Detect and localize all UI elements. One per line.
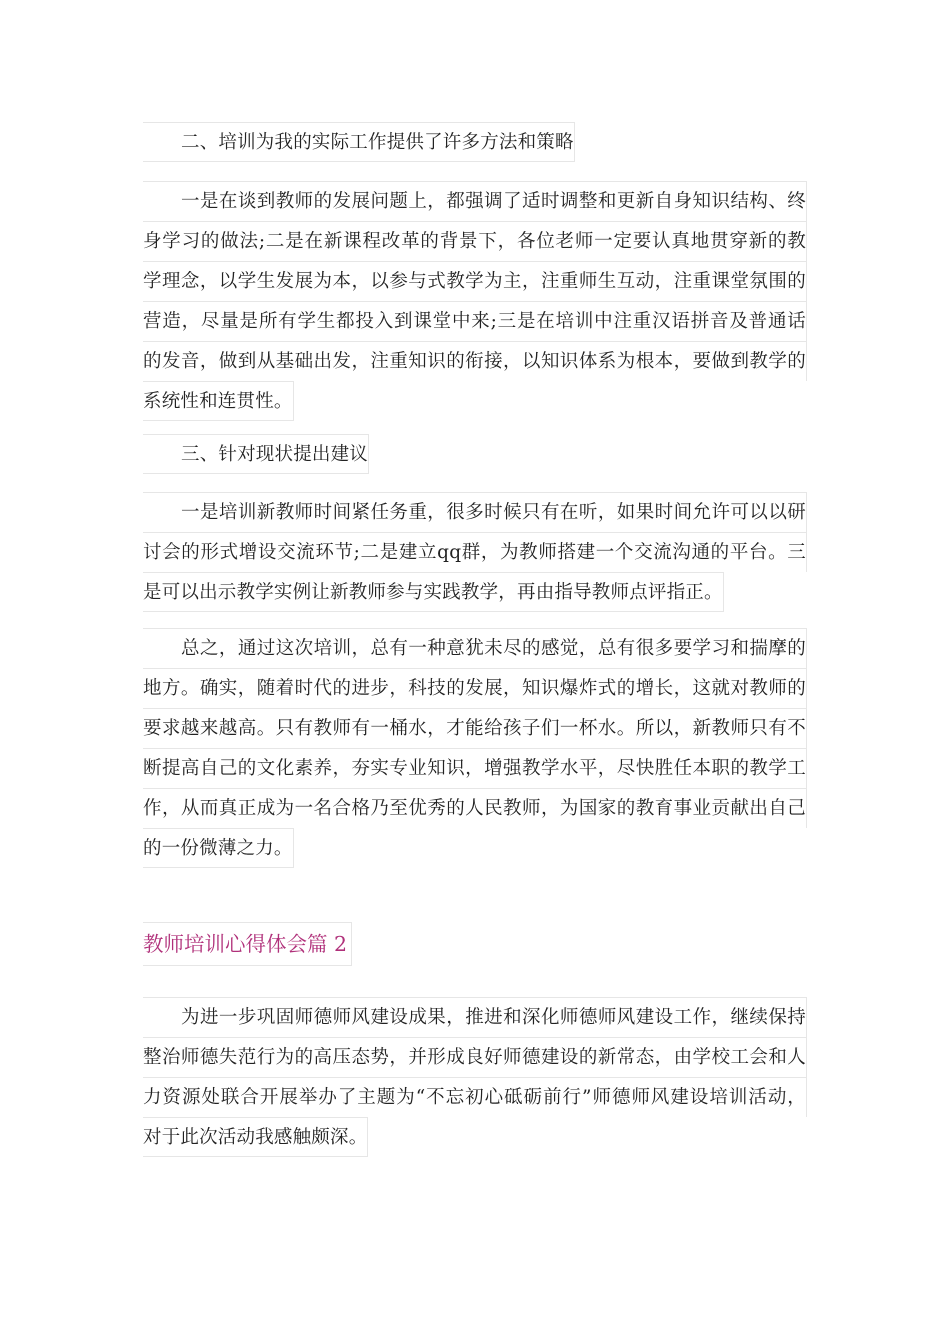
paragraph-line: 营造，尽量是所有学生都投入到课堂中来;三是在培训中注重汉语拼音及普通话 <box>143 301 807 341</box>
paragraph-line: 力资源处联合开展举办了主题为“不忘初心砥砺前行”师德师风建设培训活动， <box>143 1077 807 1117</box>
paragraph-development <box>143 181 807 421</box>
paragraph-line: 为进一步巩固师德师风建设成果，推进和深化师德师风建设工作，继续保持 <box>143 997 807 1037</box>
paragraph-conclusion <box>143 628 807 868</box>
paragraph-line: 对于此次活动我感触颇深。 <box>143 1117 368 1157</box>
paragraph-line: 身学习的做法;二是在新课程改革的背景下，各位老师一定要认真地贯穿新的教 <box>143 221 807 261</box>
paragraph-line: 一是在谈到教师的发展问题上，都强调了适时调整和更新自身知识结构、终 <box>143 181 807 221</box>
paragraph-line: 断提高自己的文化素养，夯实专业知识，增强教学水平，尽快胜任本职的教学工 <box>143 748 807 788</box>
paragraph-suggestions <box>143 492 807 612</box>
section-title: 教师培训心得体会篇 2 <box>143 922 352 966</box>
paragraph-line: 系统性和连贯性。 <box>143 381 294 421</box>
heading-text: 二、培训为我的实际工作提供了许多方法和策略 <box>143 122 575 162</box>
heading-text: 三、针对现状提出建议 <box>143 434 369 474</box>
paragraph-line: 要求越来越高。只有教师有一桶水，才能给孩子们一杯水。所以，新教师只有不 <box>143 708 807 748</box>
paragraph-line: 整治师德失范行为的高压态势，并形成良好师德建设的新常态，由学校工会和人 <box>143 1037 807 1077</box>
paragraph-line: 地方。确实，随着时代的进步，科技的发展，知识爆炸式的增长，这就对教师的 <box>143 668 807 708</box>
paragraph-line: 的一份微薄之力。 <box>143 828 294 868</box>
paragraph-line: 一是培训新教师时间紧任务重，很多时候只有在听，如果时间允许可以以研 <box>143 492 807 532</box>
paragraph-line: 学理念，以学生发展为本，以参与式教学为主，注重师生互动，注重课堂氛围的 <box>143 261 807 301</box>
paragraph-ethics-training <box>143 997 807 1157</box>
paragraph-line: 是可以出示教学实例让新教师参与实践教学，再由指导教师点评指正。 <box>143 572 724 612</box>
paragraph-line: 总之，通过这次培训，总有一种意犹未尽的感觉，总有很多要学习和揣摩的 <box>143 628 807 668</box>
paragraph-line: 作，从而真正成为一名合格乃至优秀的人民教师，为国家的教育事业贡献出自己 <box>143 788 807 828</box>
paragraph-line: 讨会的形式增设交流环节;二是建立qq群，为教师搭建一个交流沟通的平台。三 <box>143 532 807 572</box>
paragraph-line: 的发音，做到从基础出发，注重知识的衔接，以知识体系为根本，要做到教学的 <box>143 341 807 381</box>
heading-suggestions <box>143 434 369 474</box>
heading-methods <box>143 122 575 162</box>
